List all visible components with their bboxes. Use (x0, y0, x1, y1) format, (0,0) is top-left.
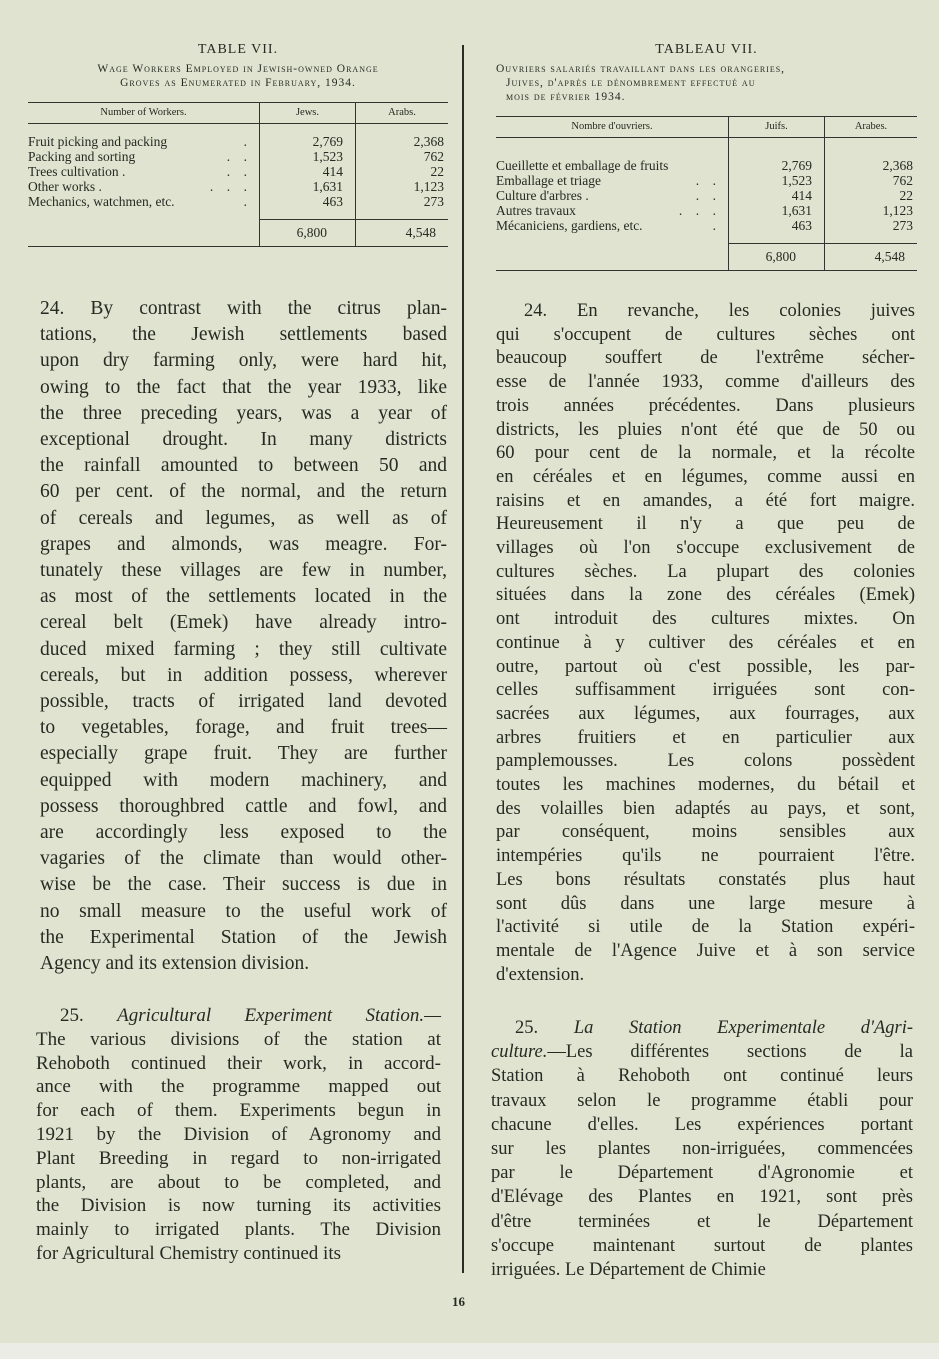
text-line: situées dans la zone des céréales (Emek) (496, 585, 915, 606)
jews-value: 1,523 (260, 149, 356, 164)
row-label: Cueillette et emballage de fruits (496, 158, 669, 173)
leader-dots: . (712, 218, 716, 233)
text-line: travaux selon le programme établi pour (491, 1090, 913, 1111)
row-label: Culture d'arbres . (496, 188, 589, 203)
leader-dots: . (243, 194, 247, 209)
text-line: owing to the fact that the year 1933, like (40, 376, 447, 398)
text-line: possess thoroughbred cattle and fowl, and (40, 795, 447, 817)
text-line: par conséquent, moins sensibles aux (496, 822, 915, 843)
text-line: as most of the settlements located in the (40, 586, 447, 608)
text-line: sur les plantes non-irriguées, commencées (491, 1139, 913, 1160)
table-header-row (496, 117, 917, 138)
text-line: cultures sèches. La plupart des colonies (496, 561, 915, 582)
text-line: sacrées aux légumes, aux fourrages, aux (496, 703, 915, 724)
text-line: irriguées. Le Département de Chimie (491, 1260, 766, 1281)
data-table (496, 116, 917, 271)
table-row (28, 194, 448, 209)
text-line: the three preceding years, was a year of (40, 402, 447, 424)
text-line: continue à y cultiver des céréales et en (496, 632, 915, 653)
jews-value: 414 (260, 164, 356, 179)
subtitle-line: mois de février 1934. (506, 91, 626, 103)
text-line: to vegetables, forage, and fruit trees— (40, 717, 447, 739)
text-line: ance with the programme mapped out (36, 1076, 441, 1098)
subtitle-line: Groves as Enumerated in February, 1934. (120, 77, 356, 89)
text-line (36, 1004, 441, 1028)
text-line: des volailles bien adaptés au pays, et sont, (496, 798, 915, 819)
text-line: Rehoboth continued their work, in accord- (36, 1052, 441, 1074)
text-line: the rainfall amounted to between 50 and (40, 455, 447, 477)
text-line: en céréales et en légumes, comme aussi en (496, 466, 915, 487)
text-line: d'Elévage des Plantes en 1921, sont près (491, 1187, 913, 1208)
table-title: TABLEAU VII. (655, 42, 758, 57)
text-line: outre, partout où c'est possible, les par- (496, 656, 915, 677)
text-line: 60 pour cent de la normale, et la récolte (496, 443, 915, 464)
arabs-value: 1,123 (356, 179, 449, 194)
table-vii-french (496, 42, 917, 271)
arabs-value: 2,368 (356, 134, 449, 149)
text-line: for each of them. Experiments begun in (36, 1100, 441, 1122)
text-line: vagaries of the climate than would other- (40, 848, 447, 870)
table-row (28, 164, 448, 179)
column-header: Nombre d'ouvriers. (496, 117, 729, 138)
table-row (496, 188, 917, 203)
paragraph-25-english (36, 1004, 441, 1266)
column-header: Arabes. (825, 117, 918, 138)
subtitle-line: Juives, d'après le dénombrement effectué au (506, 77, 756, 89)
text-line: the Experimental Station of the Jewish (40, 926, 447, 948)
leader-dots: . . (695, 173, 716, 188)
jews-value: 2,769 (260, 134, 356, 149)
text-line: par le Département d'Agronomie et (491, 1163, 913, 1184)
text-line: 24. By contrast with the citrus plan- (40, 298, 447, 319)
arabs-value: 1,123 (825, 203, 918, 218)
leader-dots: . (243, 134, 247, 149)
paragraph-24-french (496, 300, 915, 987)
table-row (496, 203, 917, 218)
text-line: sont dûs dans une large mesure à (496, 893, 915, 914)
arabs-value: 22 (356, 164, 449, 179)
leader-dots: . . (695, 188, 716, 203)
table-row (28, 149, 448, 164)
text-line: districts, les pluies n'ont été que de 50 ou (496, 419, 915, 440)
text-line: cereal belt (Emek) have already intro- (40, 612, 447, 634)
table-row (496, 158, 917, 173)
data-table (28, 102, 448, 247)
row-label: Mécaniciens, gardiens, etc. (496, 218, 643, 233)
text-line: beaucoup souffert de l'extrême sécher- (496, 348, 915, 369)
text-line: grapes and almonds, was meagre. For- (40, 533, 447, 555)
table-row (496, 218, 917, 233)
text-line: esse de l'année 1933, comme d'ailleurs des (496, 372, 915, 393)
table-total-row (496, 244, 917, 271)
table-subtitle (496, 62, 917, 104)
arabs-value: 762 (825, 173, 918, 188)
arabs-value: 273 (825, 218, 918, 233)
text-line: are accordingly less exposed to the (40, 822, 447, 844)
text-line: Agency and its extension division. (40, 953, 310, 975)
text-line: cereals, but in addition possess, wherever (40, 664, 447, 686)
row-label: Other works . (28, 179, 102, 194)
column-divider (462, 45, 464, 1273)
jews-value: 463 (729, 218, 825, 233)
table-total-row (28, 220, 448, 247)
paragraph-number: 25. (60, 1005, 84, 1026)
text-line: 60 per cent. of the normal, and the return (40, 481, 447, 503)
text-line: Heureusement il n'y a que peu de (496, 514, 915, 535)
arabs-value: 22 (825, 188, 918, 203)
arabs-total: 4,548 (356, 220, 449, 247)
table-header-row (28, 103, 448, 124)
text-line: wise be the case. Their success is due in (40, 874, 447, 896)
text-line: arbres fruitiers et en particulier aux (496, 727, 915, 748)
text-line: The various divisions of the station at (36, 1028, 441, 1050)
text-line: celles suffisamment irriguées sont con- (496, 680, 915, 701)
paragraph-24-english (40, 296, 447, 977)
table-row (28, 134, 448, 149)
text-line: possible, tracts of irrigated land devoted (40, 691, 447, 713)
table-subtitle (28, 62, 448, 90)
jews-value: 414 (729, 188, 825, 203)
text-line: of cereals and legumes, as well as of (40, 507, 447, 529)
arabs-value: 2,368 (825, 158, 918, 173)
jews-value: 1,631 (260, 179, 356, 194)
text-line: chacune d'elles. Les expériences portant (491, 1114, 913, 1135)
arabs-value: 762 (356, 149, 449, 164)
leader-dots: . . . (209, 179, 247, 194)
text-line: for Agricultural Chemistry continued its (36, 1242, 342, 1264)
text-line: the Division is now turning its activities (36, 1195, 441, 1217)
column-header: Jews. (260, 103, 356, 124)
row-label: Emballage et triage (496, 173, 601, 188)
text-line: upon dry farming only, were hard hit, (40, 350, 447, 372)
row-label: Trees cultivation . (28, 164, 126, 179)
jews-value: 2,769 (729, 158, 825, 173)
section-heading: culture. (491, 1042, 548, 1063)
page-number: 16 (452, 1294, 465, 1309)
jews-value: 1,631 (729, 203, 825, 218)
text-line: villages où l'on s'occupe exclusivement de (496, 538, 915, 559)
jews-value: 1,523 (729, 173, 825, 188)
text-line: tations, the Jewish settlements based (40, 324, 447, 346)
leader-dots: . . (226, 149, 247, 164)
text-segment: —Les différentes sections de la (547, 1042, 913, 1063)
jews-value: 463 (260, 194, 356, 209)
text-line: duced mixed farming ; they still cultivate (40, 638, 447, 660)
text-line: trois années précédentes. Dans plusieurs (496, 395, 915, 416)
leader-dots: . . . (678, 203, 716, 218)
text-line: mainly to irrigated plants. The Division (36, 1219, 441, 1241)
row-label: Packing and sorting (28, 149, 136, 164)
jews-total: 6,800 (729, 244, 825, 271)
section-heading: Agricultural Experiment Station.— (117, 1005, 441, 1026)
text-line: Plant Breeding in regard to non-irrigated (36, 1147, 441, 1169)
paragraph-25-french (491, 1016, 913, 1282)
text-line: d'extension. (496, 964, 585, 985)
section-heading: La Station Experimentale d'Agri- (573, 1018, 914, 1038)
text-line: Les bons résultats constatés plus haut (496, 869, 915, 890)
text-line: plants, are about to be completed, and (36, 1171, 441, 1193)
text-line: exceptional drought. In many districts (40, 429, 447, 451)
text-line: no small measure to the useful work of (40, 900, 447, 922)
text-line: s'occupe maintenant surtout de plantes (491, 1235, 913, 1256)
text-line (491, 1016, 913, 1040)
table-vii-english (28, 42, 448, 247)
leader-dots: . . (226, 164, 247, 179)
paragraph-number: 25. (515, 1018, 539, 1038)
column-header: Arabs. (356, 103, 449, 124)
text-line: 24. En revanche, les colonies juives (524, 301, 915, 321)
table-row (496, 173, 917, 188)
row-label: Fruit picking and packing (28, 134, 168, 149)
text-line: equipped with modern machinery, and (40, 769, 447, 791)
subtitle-line: Wage Workers Employed in Jewish-owned Orange (97, 63, 379, 75)
table-title: TABLE VII. (197, 42, 279, 57)
row-label: Mechanics, watchmen, etc. (28, 194, 175, 209)
subtitle-line: Ouvriers salariés travaillant dans les orangeries, (496, 63, 786, 75)
arabs-total: 4,548 (825, 244, 918, 271)
text-line: toutes les machines modernes, du bétail et (496, 775, 915, 796)
table-row (28, 179, 448, 194)
text-line: ont introduit des cultures mixtes. On (496, 609, 915, 630)
text-line: Station à Rehoboth ont continué leurs (491, 1066, 913, 1087)
row-label: Autres travaux (496, 203, 576, 218)
text-line: qui s'occupent de cultures sèches ont (496, 324, 915, 345)
text-line: pamplemousses. Les colons possèdent (496, 751, 915, 772)
column-header: Juifs. (729, 117, 825, 138)
text-line: especially grape fruit. They are further (40, 743, 447, 765)
arabs-value: 273 (356, 194, 449, 209)
text-line: 1921 by the Division of Agronomy and (36, 1123, 441, 1145)
text-line: tunately these villages are few in number, (40, 560, 447, 582)
text-line: mentale de l'Agence Juive et à son service (496, 940, 915, 961)
text-line: raisins et en amandes, a été fort maigre. (496, 490, 915, 511)
text-line: l'activité si utile de la Station expéri- (496, 917, 915, 938)
jews-total: 6,800 (260, 220, 356, 247)
text-line: d'être terminées et le Département (491, 1211, 913, 1232)
text-line: intempéries qu'ils ne pourraient l'être. (496, 846, 915, 867)
column-header: Number of Workers. (28, 103, 260, 124)
text-line (491, 1040, 913, 1064)
